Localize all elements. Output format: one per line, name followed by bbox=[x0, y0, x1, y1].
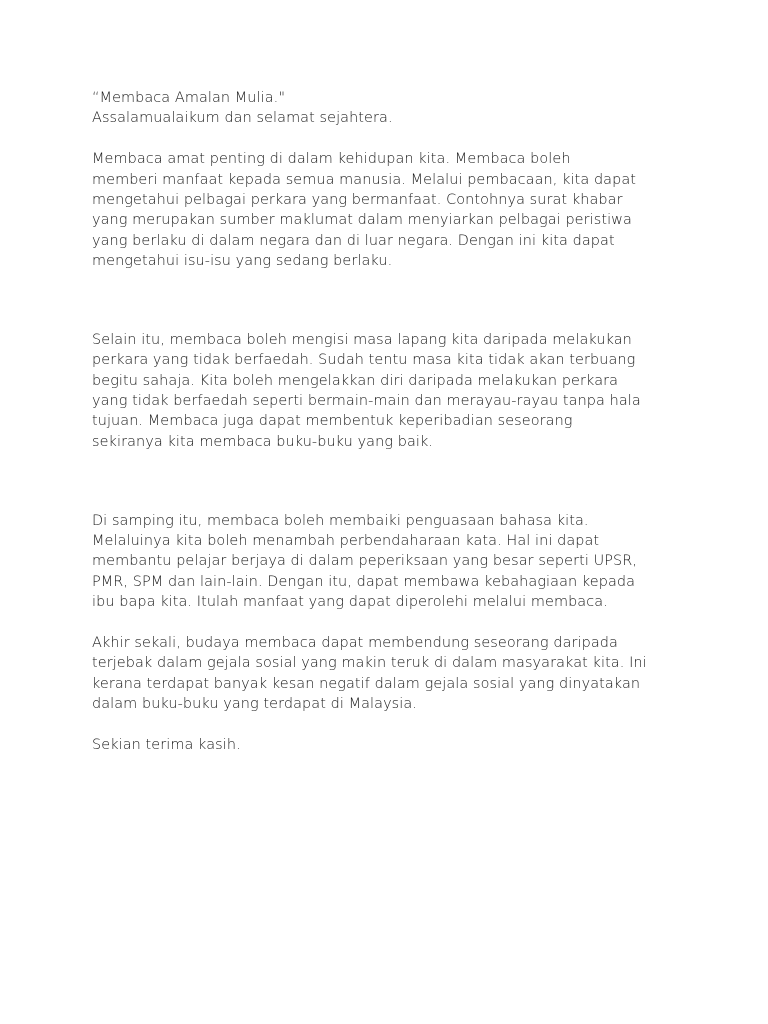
paragraph-line: begitu sahaja. Kita boleh mengelakkan diri daripada melakukan perkara bbox=[92, 372, 619, 389]
paragraph-line: Membaca amat penting di dalam kehidupan kita. Membaca boleh bbox=[92, 151, 571, 168]
paragraph-line: terjebak dalam gejala sosial yang makin teruk di dalam masyarakat kita. Ini bbox=[92, 655, 647, 672]
paragraph-spacer bbox=[92, 490, 692, 510]
paragraph-line: ibu bapa kita. Itulah manfaat yang dapat diperolehi melalui membaca. bbox=[92, 594, 608, 611]
document-title: “Membaca Amalan Mulia." bbox=[92, 90, 286, 106]
closing-line: Sekian terima kasih. bbox=[92, 736, 241, 753]
paragraph-line: Melaluinya kita boleh menambah perbendaharaan kata. Hal ini dapat bbox=[92, 533, 600, 550]
paragraph-spacer bbox=[92, 613, 692, 633]
paragraph-line: Akhir sekali, budaya membaca dapat membendung seseorang daripada bbox=[92, 634, 618, 651]
paragraph-line: yang berlaku di dalam negara dan di luar negara. Dengan ini kita dapat bbox=[92, 232, 615, 249]
paragraph-line: mengetahui pelbagai perkara yang bermanfaat. Contohnya surat khabar bbox=[92, 191, 623, 208]
paragraph-1 bbox=[92, 149, 692, 271]
paragraph-line: yang merupakan sumber maklumat dalam menyiarkan pelbagai peristiwa bbox=[92, 212, 632, 229]
paragraph-spacer bbox=[92, 310, 692, 330]
paragraph-line: sekiranya kita membaca buku-buku yang baik. bbox=[92, 433, 434, 450]
paragraph-line: perkara yang tidak berfaedah. Sudah tentu masa kita tidak akan terbuang bbox=[92, 352, 636, 369]
paragraph-4 bbox=[92, 633, 692, 715]
document-body bbox=[92, 88, 692, 755]
paragraph-line: PMR, SPM dan lain-lain. Dengan itu, dapat membawa kebahagiaan kepada bbox=[92, 573, 636, 590]
paragraph-line: kerana terdapat banyak kesan negatif dalam gejala sosial yang dinyatakan bbox=[92, 675, 641, 692]
greeting-line: Assalamualaikum dan selamat sejahtera. bbox=[92, 110, 393, 127]
paragraph-line: dalam buku-buku yang terdapat di Malaysia. bbox=[92, 696, 417, 713]
paragraph-line: tujuan. Membaca juga dapat membentuk keperibadian seseorang bbox=[92, 413, 573, 430]
paragraph-spacer bbox=[92, 129, 692, 149]
paragraph-2 bbox=[92, 330, 692, 452]
paragraph-line: Di samping itu, membaca boleh membaiki penguasaan bahasa kita. bbox=[92, 512, 589, 529]
paragraph-line: membantu pelajar berjaya di dalam peperiksaan yang besar seperti UPSR, bbox=[92, 553, 638, 570]
paragraph-spacer bbox=[92, 715, 692, 735]
paragraph-spacer bbox=[92, 272, 692, 310]
paragraph-3 bbox=[92, 511, 692, 613]
paragraph-line: memberi manfaat kepada semua manusia. Melalui pembacaan, kita dapat bbox=[92, 171, 636, 188]
paragraph-line: yang tidak berfaedah seperti bermain-main dan merayau-rayau tanpa hala bbox=[92, 393, 641, 410]
paragraph-spacer bbox=[92, 452, 692, 490]
paragraph-line: Selain itu, membaca boleh mengisi masa lapang kita daripada melakukan bbox=[92, 331, 632, 348]
paragraph-line: mengetahui isu-isu yang sedang berlaku. bbox=[92, 253, 393, 270]
